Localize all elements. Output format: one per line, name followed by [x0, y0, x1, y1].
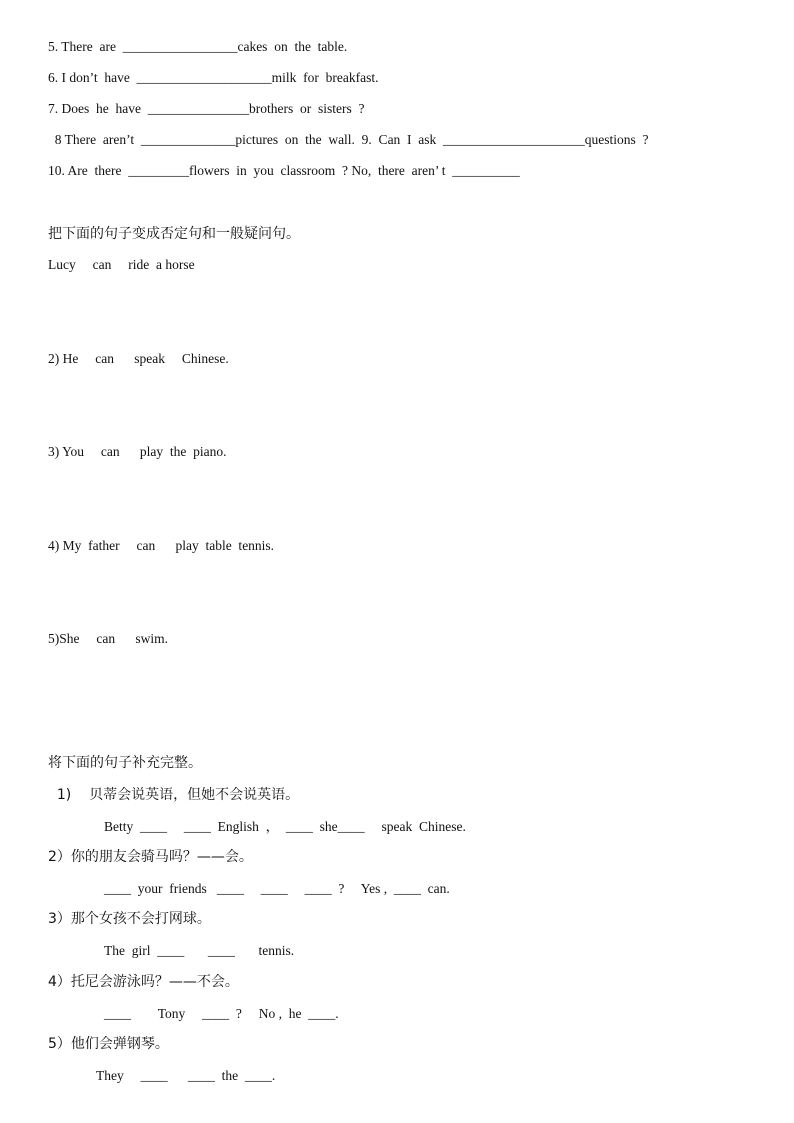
section2-item-4-en: ____ Tony ____ ? No , he ____.: [104, 1006, 339, 1021]
section1-item-3: 3) You can play the piano.: [48, 444, 227, 459]
section2-item-3-en: The girl ____ ____ tennis.: [104, 943, 295, 958]
section2-item-5-cn: 5）他们会弹钢琴。: [48, 1036, 169, 1052]
section1-item-1: Lucy can ride a horse: [48, 257, 195, 272]
section1-item-5: 5)She can swim.: [48, 631, 168, 646]
fill-blank-line-10: 10. Are there _________flowers in you classroom ? No, there aren’ t __________: [48, 163, 520, 178]
fill-blank-line-7: 7. Does he have _______________brothers or sisters ?: [48, 101, 365, 116]
fill-blank-line-5: 5. There are _________________cakes on the table.: [48, 39, 348, 54]
section2-item-1-en: Betty ____ ____ English ， ____ she____ speak Chinese.: [104, 819, 466, 834]
section1-heading: 把下面的句子变成否定句和一般疑问句。: [48, 226, 300, 242]
section1-item-4: 4) My father can play table tennis.: [48, 538, 275, 553]
section2-heading: 将下面的句子补充完整。: [48, 755, 202, 771]
section2-item-5-en: They ____ ____ the ____.: [96, 1068, 276, 1083]
section2-item-3-cn: 3）那个女孩不会打网球。: [48, 911, 211, 927]
section2-item-4-cn: 4）托尼会游泳吗？——不会。: [48, 974, 239, 990]
section2-item-2-cn: 2）你的朋友会骑马吗？——会。: [48, 849, 253, 865]
section2-item-2-en: ____ your friends ____ ____ ____ ? Yes , ____ can.: [104, 881, 450, 896]
section1-item-2: 2) He can speak Chinese.: [48, 351, 229, 366]
fill-blank-line-8-9: 8 There aren’t ______________pictures on the wall. 9. Can I ask _____________________questions ?: [48, 132, 649, 147]
section2-item-1-cn: 1) 贝蒂会说英语，但她不会说英语。: [48, 787, 300, 803]
fill-blank-line-6: 6. I don’t have ____________________milk for breakfast.: [48, 70, 379, 85]
